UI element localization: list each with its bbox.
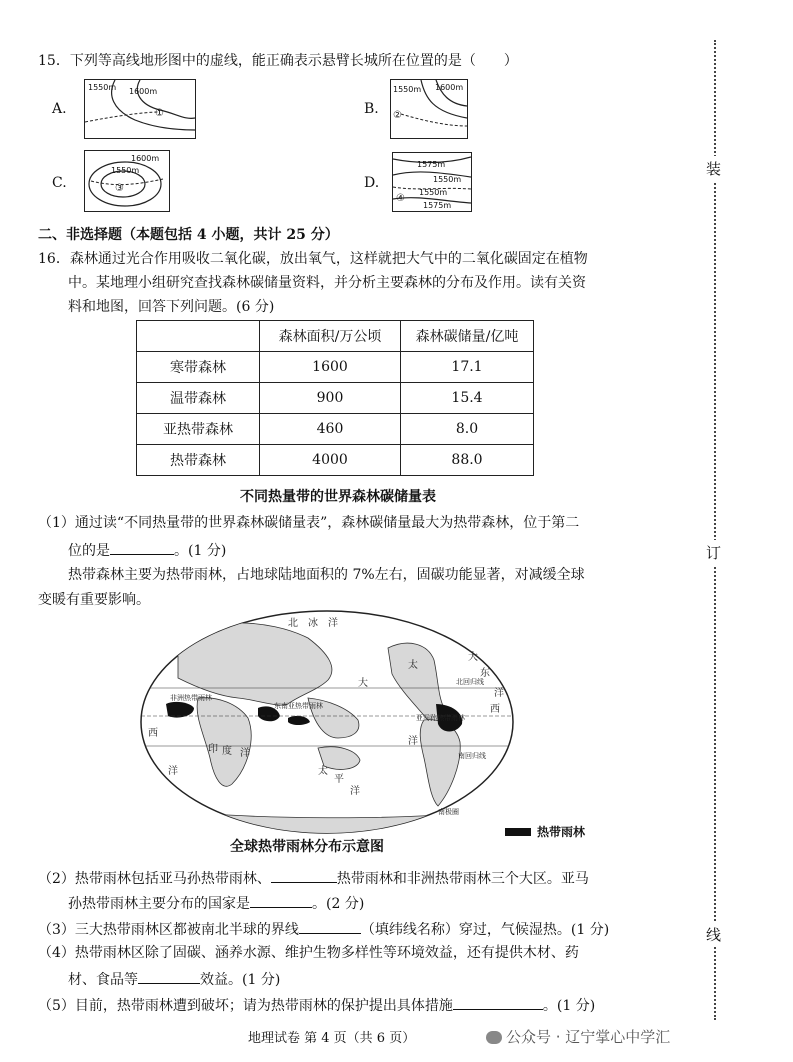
option-c-contour-1: 1600m xyxy=(131,154,160,163)
table-header-row xyxy=(137,321,534,352)
page-footer: 地理试卷 第 4 页（共 6 页） xyxy=(248,1031,416,1046)
tropical-rainforest-map xyxy=(138,608,516,836)
q16-sub4-line-2: 材、食品等 效益。(1 分) xyxy=(68,969,280,989)
q16-sub3: （3）三大热带雨林区都被南北半球的界线 （填纬线名称）穿过，气候湿热。(1 分) xyxy=(38,919,609,939)
table-cell: 寒带森林 xyxy=(137,352,260,383)
q16-intro-line-3: 料和地图，回答下列问题。(6 分) xyxy=(68,299,275,315)
map-label-arctic: 北 冰 洋 xyxy=(288,618,338,629)
map-label-indian-3: 洋 xyxy=(240,748,250,759)
section2-heading: 二、非选择题（本题包括 4 小题，共计 25 分） xyxy=(38,227,339,243)
table-cell: 亚热带森林 xyxy=(137,414,260,445)
option-c-contour-map xyxy=(84,150,170,212)
option-a-contour-2: 1600m xyxy=(129,87,158,96)
map-label-atlantic-1: 大 xyxy=(358,678,368,689)
answer-blank-4[interactable] xyxy=(299,919,361,934)
table-cell: 温带森林 xyxy=(137,383,260,414)
option-c-marker: ③ xyxy=(115,183,124,194)
option-b-contour-1: 1550m xyxy=(393,85,422,94)
table-cell: 15.4 xyxy=(401,383,534,414)
option-a-contour-1: 1550m xyxy=(88,83,117,92)
margin-char-zhuang: 装 xyxy=(706,156,721,181)
table-header-cell: 森林碳储量/亿吨 xyxy=(401,321,534,352)
option-d-contour-3: 1550m xyxy=(419,188,448,197)
answer-blank-2[interactable] xyxy=(271,868,337,883)
wechat-icon xyxy=(486,1031,502,1044)
q16-paragraph-line-1: 热带森林主要为热带雨林，占地球陆地面积的 7%左右，固碳功能显著，对减缓全球 xyxy=(68,567,585,583)
legend-swatch-rainforest xyxy=(505,828,531,836)
table-cell: 8.0 xyxy=(401,414,534,445)
q16-sub2-line-1: （2）热带雨林包括亚马孙热带雨林、 热带雨林和非洲热带雨林三个大区。亚马 xyxy=(38,868,589,888)
option-a-contour-map xyxy=(84,79,196,139)
table-header-cell xyxy=(137,321,260,352)
table-header-cell: 森林面积/万公顷 xyxy=(260,321,401,352)
margin-char-ding: 订 xyxy=(706,540,721,565)
map-label-pacific-s: 洋 xyxy=(350,786,360,797)
table-row xyxy=(137,414,534,445)
option-b-label: B. xyxy=(364,101,379,117)
option-b-contour-2: 1600m xyxy=(435,83,464,92)
carbon-storage-table xyxy=(136,320,534,476)
map-label-dong: 东 xyxy=(480,668,490,679)
answer-blank-3[interactable] xyxy=(250,893,312,908)
q16-sub1-line-2: 位的是 。(1 分) xyxy=(68,540,226,560)
margin-char-xian: 线 xyxy=(706,922,721,947)
option-d-contour-2: 1550m xyxy=(433,175,462,184)
q16-intro-line-1: 16．森林通过光合作用吸收二氧化碳，放出氧气，这样就把大气中的二氧化碳固定在植物 xyxy=(38,251,588,267)
map-label-antarctic: 南极圈 xyxy=(438,808,459,816)
map-label-pacific-mid2: 平 xyxy=(334,774,344,785)
option-d-label: D. xyxy=(364,175,380,191)
map-label-pacific-n: 大 xyxy=(468,652,478,663)
table-row xyxy=(137,445,534,476)
answer-blank-1[interactable] xyxy=(110,540,174,555)
map-caption: 全球热带雨林分布示意图 xyxy=(230,839,384,855)
map-label-pacific-mid: 太 xyxy=(318,766,328,777)
watermark: 公众号 · 辽宁掌心中学汇 xyxy=(486,1026,670,1047)
table-caption: 不同热量带的世界森林碳储量表 xyxy=(240,489,436,505)
map-label-pacific-e: 洋 xyxy=(494,688,504,699)
map-label-africa-rf: 非洲热带雨林 xyxy=(170,694,212,702)
option-d-marker: ④ xyxy=(396,193,405,204)
table-cell: 1600 xyxy=(260,352,401,383)
map-label-atlantic-3: 洋 xyxy=(408,736,418,747)
q16-sub4-line-1: （4）热带雨林区除了固碳、涵养水源、维护生物多样性等环境效益，还有提供木材、药 xyxy=(38,945,579,961)
map-label-south: 洋 xyxy=(168,766,178,777)
map-label-sea-rf: 东南亚热带雨林 xyxy=(274,702,323,710)
table-cell: 460 xyxy=(260,414,401,445)
table-row xyxy=(137,352,534,383)
q16-sub2-line-2: 孙热带雨林主要分布的国家是 。(2 分) xyxy=(68,893,364,913)
map-label-n-tropic: 北回归线 xyxy=(456,678,484,686)
q16-sub5: （5）目前，热带雨林遭到破坏；请为热带雨林的保护提出具体措施 。(1 分) xyxy=(38,995,595,1015)
table-cell: 17.1 xyxy=(401,352,534,383)
map-label-pacific-w: 太 xyxy=(408,660,418,671)
table-cell: 4000 xyxy=(260,445,401,476)
option-a-marker: ① xyxy=(155,108,164,119)
q16-intro-line-2: 中。某地理小组研究查找森林碳储量资料，并分析主要森林的分布及作用。读有关资 xyxy=(68,275,586,291)
q16-sub1-line-1: （1）通过读“不同热量带的世界森林碳储量表”，森林碳储量最大为热带森林，位于第二 xyxy=(38,515,580,531)
map-label-atlantic-2: 西 xyxy=(490,704,500,715)
q16-paragraph-line-2: 变暖有重要影响。 xyxy=(38,592,150,608)
map-label-amazon-rf: 亚马孙热带雨林 xyxy=(416,714,465,722)
option-d-contour-4: 1575m xyxy=(423,201,452,210)
answer-blank-6[interactable] xyxy=(453,995,543,1010)
table-cell: 900 xyxy=(260,383,401,414)
table-cell: 热带森林 xyxy=(137,445,260,476)
option-c-label: C. xyxy=(52,175,67,191)
map-label-xi: 西 xyxy=(148,728,158,739)
map-label-indian-1: 印 xyxy=(208,744,218,755)
map-label-s-tropic: 南回归线 xyxy=(458,752,486,760)
option-b-marker: ② xyxy=(393,110,402,121)
map-label-indian-2: 度 xyxy=(222,746,232,757)
option-c-contour-2: 1550m xyxy=(111,166,140,175)
q15-stem: 15．下列等高线地形图中的虚线，能正确表示悬臂长城所在位置的是（ ） xyxy=(38,53,518,69)
binding-margin-line xyxy=(714,40,716,1020)
option-d-contour-map xyxy=(392,152,472,212)
table-row xyxy=(137,383,534,414)
legend-label: 热带雨林 xyxy=(537,825,586,839)
option-d-contour-1: 1575m xyxy=(417,160,446,169)
option-b-contour-map xyxy=(390,79,468,139)
table-cell: 88.0 xyxy=(401,445,534,476)
option-a-label: A. xyxy=(52,101,67,117)
answer-blank-5[interactable] xyxy=(138,969,200,984)
